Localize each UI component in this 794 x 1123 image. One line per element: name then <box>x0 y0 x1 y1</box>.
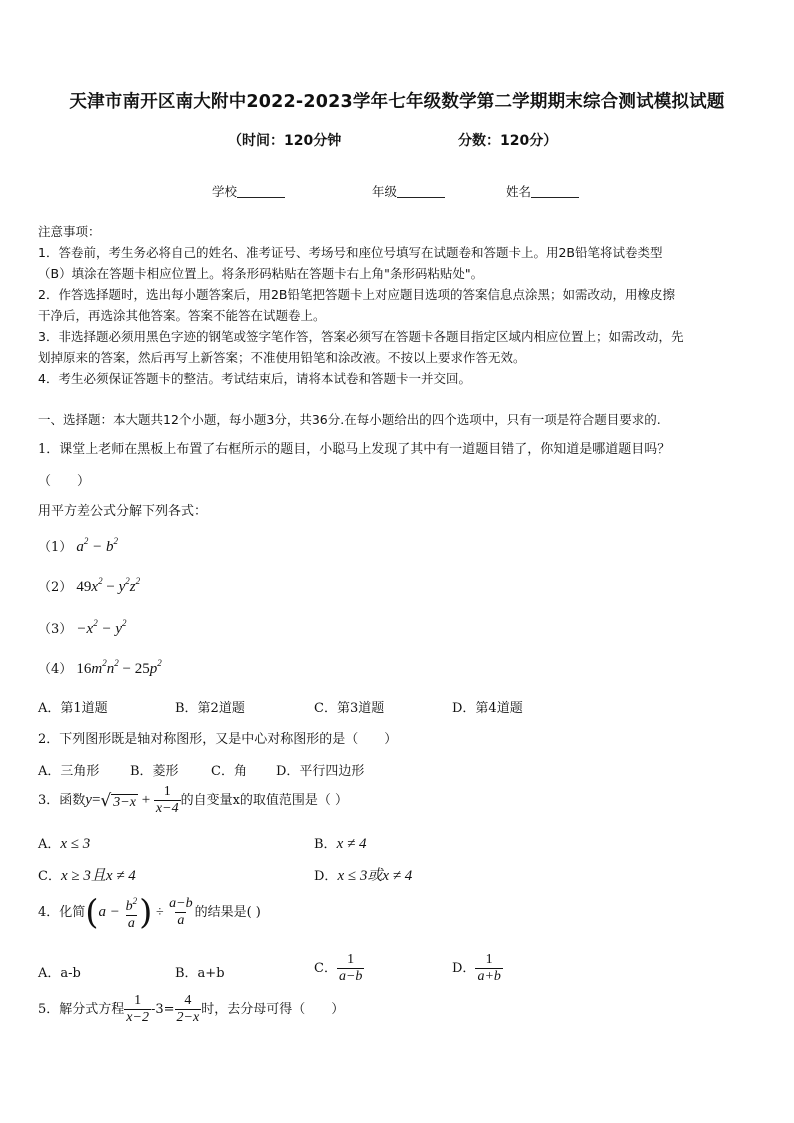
q4-option-c-fraction: $\frac{1}{a-b}$ <box>338 952 363 984</box>
note-line: （B）填涂在答题卡相应位置上。将条形码粘贴在答题卡右上角"条形码粘贴处"。 <box>38 266 484 281</box>
q2-option-c[interactable]: C．角 <box>211 764 247 779</box>
q5-fraction-2: $\frac{4}{2-x}$ <box>176 993 200 1025</box>
q3-option-b-math: x ≠ 4 <box>336 836 367 852</box>
q1-stem: 1．课堂上老师在黑板上布置了右框所示的题目，小聪马上发现了其中有一道题目错了，你知道是哪道题目吗？ <box>38 442 671 457</box>
item-number: （2） <box>38 580 73 595</box>
q2-stem: 2．下列图形既是轴对称图形，又是中心对称图形的是（ ） <box>38 732 398 747</box>
q3-stem-prefix: 3．函数 <box>38 793 86 808</box>
q4-stem: 4．化简(a − $\frac{b^2}{a}$ ) ÷ $\frac{a-b}{a}$ 的结果是( ) <box>38 892 261 933</box>
q5-stem-suffix: 时，去分母可得（ ） <box>201 1002 345 1017</box>
q1-item-4 <box>38 658 162 678</box>
q4-option-c[interactable]: C． $\frac{1}{a-b}$ <box>314 952 363 984</box>
q3-option-a-math: x ≤ 3 <box>60 836 91 852</box>
q3-option-b[interactable]: B．x ≠ 4 <box>314 836 367 852</box>
q1-item-2 <box>38 576 140 596</box>
q1-intro: 用平方差公式分解下列各式： <box>38 504 208 519</box>
q5-stem-middle: -3= <box>150 1002 175 1017</box>
q4-stem-prefix: 4．化简 <box>38 905 86 920</box>
notes-heading: 注意事项： <box>38 224 101 239</box>
q3-function: y <box>85 792 92 808</box>
note-line: 1．答卷前，考生务必将自己的姓名、准考证号、考场号和座位号填写在试题卷和答题卡上。用2B铅笔将试卷类型 <box>38 245 663 260</box>
item-number: （3） <box>38 622 73 637</box>
q3-option-d[interactable]: D．x ≤ 3或x ≠ 4 <box>314 868 413 884</box>
q3-option-d-math: x ≤ 3或x ≠ 4 <box>337 868 413 884</box>
q5-stem <box>38 993 344 1026</box>
q2-option-a[interactable]: A．三角形 <box>38 764 100 779</box>
name-field <box>506 182 579 200</box>
grade-field <box>372 182 445 200</box>
q3-option-c-math: x ≥ 3且x ≠ 4 <box>60 868 136 884</box>
grade-label: 年级 <box>372 184 398 199</box>
q4-fraction-2: $\frac{a-b}{a}$ <box>169 896 193 928</box>
school-field <box>212 182 285 200</box>
q1-item-3 <box>38 618 126 638</box>
q1-item-3-expr: $-x^2 - y^2$ <box>76 618 127 637</box>
q4-option-b[interactable]: B．a+b <box>175 966 225 981</box>
q1-option-b[interactable]: B．第2道题 <box>175 701 245 716</box>
note-line: 4．考生必须保证答题卡的整洁。考试结束后，请将本试卷和答题卡一并交回。 <box>38 371 471 386</box>
q1-option-c[interactable]: C．第3道题 <box>314 701 385 716</box>
name-blank[interactable] <box>531 185 579 198</box>
q4-option-d[interactable]: D． $\frac{1}{a+b}$ <box>452 952 501 984</box>
school-blank[interactable] <box>237 185 285 198</box>
exam-time: （时间：120分钟 <box>228 133 342 149</box>
note-line: 干净后，再选涂其他答案。答案不能答在试题卷上。 <box>38 308 326 323</box>
q2-option-d[interactable]: D．平行四边形 <box>276 764 365 779</box>
q2-option-b[interactable]: B．菱形 <box>130 764 179 779</box>
q4-option-a[interactable]: A．a-b <box>38 966 81 981</box>
note-line: 3．非选择题必须用黑色字迹的钢笔或签字笔作答，答案必须写在答题卡各题目指定区域内相应位置上；如需改动，先 <box>38 329 684 344</box>
item-number: （4） <box>38 662 73 677</box>
q3-sqrt: √ 3−x <box>100 790 136 811</box>
section-heading: 一、选择题：本大题共12个小题，每小题3分，共36分.在每小题给出的四个选项中，只有一项是符合题目要求的. <box>38 412 661 427</box>
q5-fraction-1: $\frac{1}{x-2}$ <box>126 993 149 1025</box>
q1-item-2-expr: $49x^2 - y^2z^2$ <box>76 576 141 595</box>
q3-option-a[interactable]: A．x ≤ 3 <box>38 836 91 852</box>
item-number: （1） <box>38 540 73 555</box>
q1-option-a[interactable]: A．第1道题 <box>38 701 108 716</box>
name-label: 姓名 <box>506 184 532 199</box>
q3-fraction: $\frac{1}{x-4}$ <box>155 784 179 816</box>
q4-fraction-1: $\frac{b^2}{a}$ <box>125 896 138 931</box>
q4-stem-suffix: 的结果是( ) <box>194 905 261 920</box>
q3-option-c[interactable]: C．x ≥ 3且x ≠ 4 <box>38 868 136 884</box>
q4-option-d-fraction: $\frac{1}{a+b}$ <box>477 952 501 984</box>
q3-stem: 3．函数y=√ 3−x + $\frac{1}{x-4}$ 的自变量x的取值范围是（ ） <box>38 784 349 816</box>
grade-blank[interactable] <box>397 185 445 198</box>
exam-score: 分数：120分） <box>458 133 558 149</box>
q5-stem-prefix: 5．解分式方程 <box>38 1002 125 1017</box>
q1-option-d[interactable]: D．第4道题 <box>452 701 523 716</box>
q1-item-1 <box>38 536 118 556</box>
note-line: 2．作答选择题时，选出每小题答案后，用2B铅笔把答题卡上对应题目选项的答案信息点涂黑；如需改动，用橡皮擦 <box>38 287 675 302</box>
note-line: 划掉原来的答案，然后再写上新答案；不准使用铅笔和涂改液。不按以上要求作答无效。 <box>38 350 526 365</box>
q3-stem-suffix: 的自变量x的取值范围是（ ） <box>180 793 349 808</box>
q1-item-1-expr: $a^2 - b^2$ <box>76 536 119 555</box>
school-label: 学校 <box>212 184 238 199</box>
q1-answer-paren: （ ） <box>38 474 91 489</box>
exam-title: 天津市南开区南大附中2022-2023学年七年级数学第二学期期末综合测试模拟试题 <box>69 92 725 112</box>
q1-item-4-expr: $16m^2n^2 - 25p^2$ <box>76 658 162 677</box>
